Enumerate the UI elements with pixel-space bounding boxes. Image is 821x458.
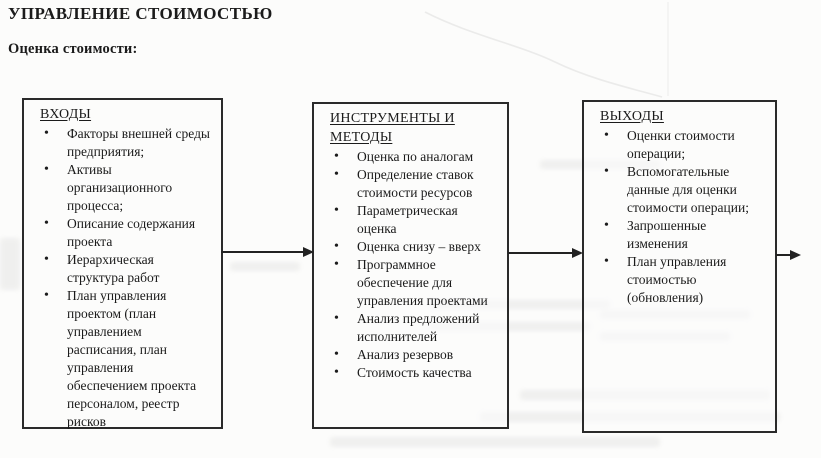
arrow-head-icon bbox=[303, 247, 314, 257]
page-title: УПРАВЛЕНИЕ СТОИМОСТЬЮ bbox=[8, 4, 273, 23]
process-box-outputs bbox=[582, 100, 777, 433]
bleed-through-artifact bbox=[330, 437, 660, 447]
process-box-tools-and-methods bbox=[312, 102, 509, 429]
arrow-inputs-to-tools-icon bbox=[221, 246, 314, 258]
list-item: • Иерархическая структура работ bbox=[24, 251, 221, 287]
arrow-outputs-exit-icon bbox=[776, 249, 801, 261]
list-item: • Запрошенные изменения bbox=[584, 217, 775, 253]
page-subtitle: Оценка стоимости: bbox=[8, 41, 138, 57]
box-list-outputs bbox=[584, 127, 775, 307]
list-item: • План управления проектом (план управлением расписания, план управления обеспечением проекта персоналом, реестр рисков bbox=[24, 287, 221, 431]
arrow-tools-to-outputs-icon bbox=[508, 247, 583, 259]
list-item: • Описание содержания проекта bbox=[24, 215, 221, 251]
box-heading-outputs: ВЫХОДЫ bbox=[600, 109, 664, 124]
list-item: • Параметрическая оценка bbox=[314, 202, 507, 238]
list-item: • Оценка по аналогам bbox=[314, 148, 507, 166]
list-item: • План управления стоимостью (обновления) bbox=[584, 253, 775, 307]
list-item: • Анализ предложений исполнителей bbox=[314, 310, 507, 346]
box-list-tools-and-methods bbox=[314, 148, 507, 382]
box-heading-tools-and-methods: ИНСТРУМЕНТЫ И МЕТОДЫ bbox=[330, 111, 455, 145]
list-item: • Программное обеспечение для управления проектами bbox=[314, 256, 507, 310]
bleed-through-artifact bbox=[230, 262, 300, 271]
arrow-shaft bbox=[508, 252, 572, 254]
box-list-inputs bbox=[24, 125, 221, 431]
list-item: • Оценка снизу – вверх bbox=[314, 238, 507, 256]
box-heading-inputs: ВХОДЫ bbox=[40, 107, 92, 122]
list-item: • Анализ резервов bbox=[314, 346, 507, 364]
arrow-shaft bbox=[776, 254, 790, 256]
arrow-head-icon bbox=[572, 248, 583, 258]
bleed-through-artifact bbox=[0, 238, 20, 290]
arrow-head-icon bbox=[790, 250, 801, 260]
list-item: • Оценки стоимости операции; bbox=[584, 127, 775, 163]
list-item: • Вспомогательные данные для оценки стоимости операции; bbox=[584, 163, 775, 217]
list-item: • Факторы внешней среды предприятия; bbox=[24, 125, 221, 161]
process-box-inputs bbox=[22, 98, 223, 429]
list-item: • Определение ставок стоимости ресурсов bbox=[314, 166, 507, 202]
list-item: • Стоимость качества bbox=[314, 364, 507, 382]
list-item: • Активы организационного процесса; bbox=[24, 161, 221, 215]
arrow-shaft bbox=[221, 251, 303, 253]
